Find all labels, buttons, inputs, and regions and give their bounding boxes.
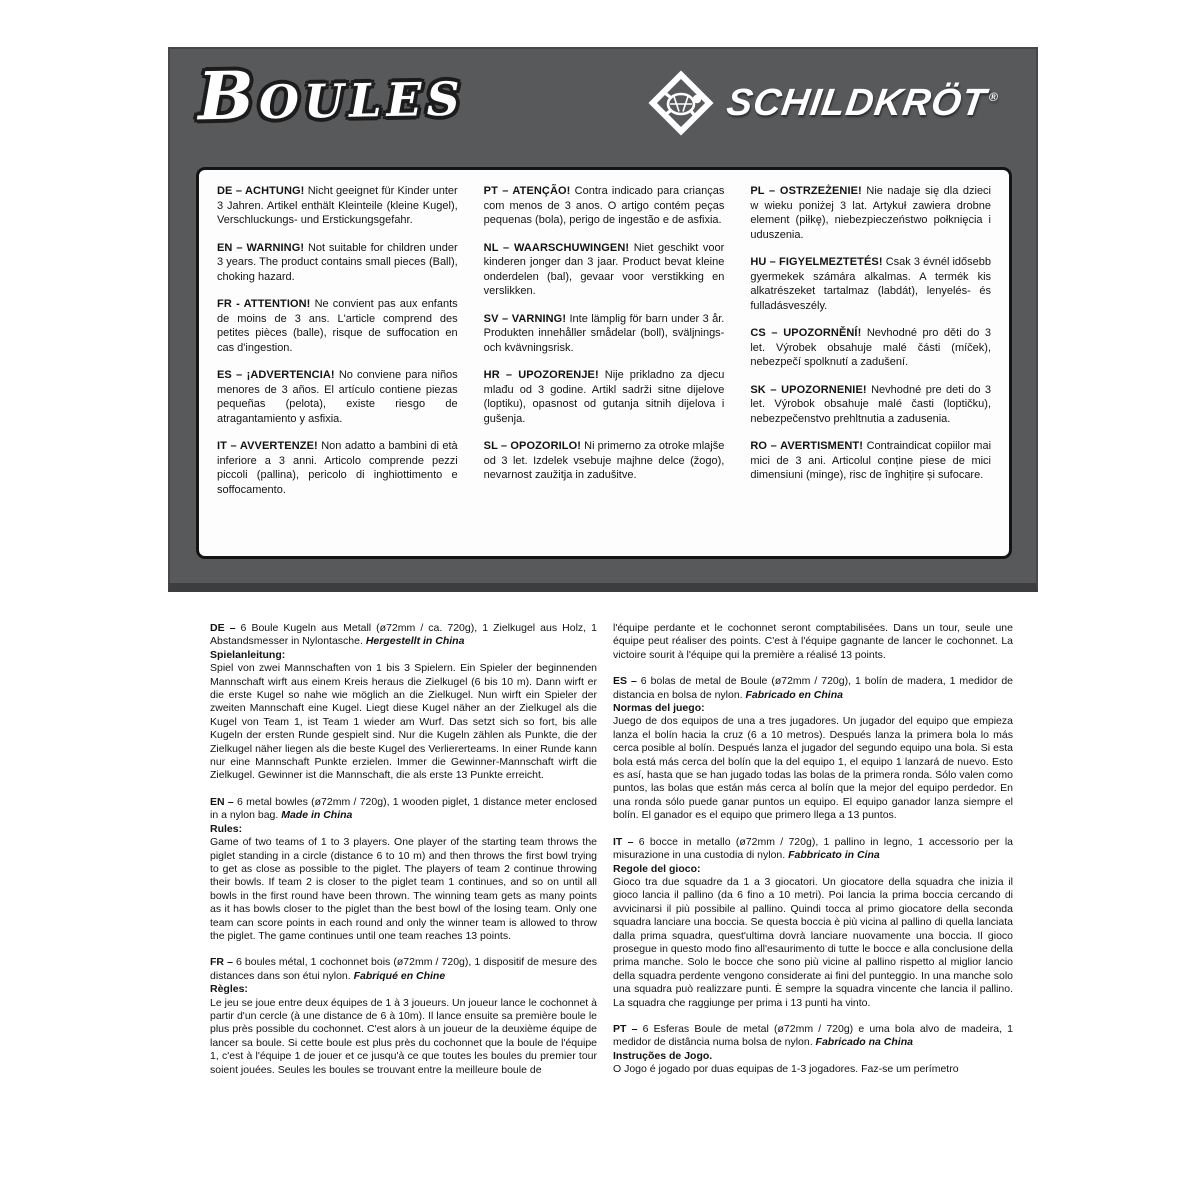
warning-item-en: EN – WARNING! Not suitable for children under 3 years. The product contains small pieces (Ball), choking hazard. — [217, 241, 458, 283]
warning-column-2 — [474, 184, 735, 542]
warning-item-sk: SK – UPOZORNENIE! Nevhodné pre deti do 3 let. Výrobok obsahuje malé časti (loptičku), nebezpečenstvo prehltnutia a zadusenia. — [750, 383, 992, 425]
turtle-diamond-icon — [643, 65, 719, 141]
instruction-block-it: IT – 6 bocce in metallo (ø72mm / 720g), 1 pallino in legno, 1 accessorio per la misurazione in una custodia di nylon. Fabbricato in Cina Regole del gioco: Gioco tra due squadre da 1 a 3 giocatori. Un giocatore della squadra che inizia il gioco lancia il pallino (da 6 fino a 10 metri). Poi lancia la prima boccia cercando di avvicinarsi il più possibile al pallino. Quindi tocca al primo giocatore della seconda squadra lanciare una boccia. Se questa boccia è più vicina al pallino di quella lanciata dalla prima squadra, quest'ultima dovrà lanciare nuovamente una boccia. Il gioco prosegue in questo modo fino all'esaurimento di tutte le bocce e alla conclusione della prima manche. Solo le bocce che sono più vicine al pallino rispetto al miglior lancio della squadra perdente vengono considerate ai fini del punteggio. In una manche solo una squadra può realizzare punti. È sempre la squadra vincente che lancia il pallino. La squadra che raggiunge per prima i 13 punti ha vinto. — [613, 835, 1013, 1009]
instructions-right-column — [613, 622, 1013, 1200]
instruction-block-fr-continued: l'équipe perdante et le cochonnet seront comptabilisées. Dans un tour, seule une équipe peut réaliser des points. C'est à l'équipe gagnante de lancer le cochonnet. La victoire sourit à l'équipe qui la première a réalisé 13 points. — [613, 622, 1013, 661]
product-title: Boules — [197, 52, 466, 136]
warning-item-es: ES – ¡ADVERTENCIA! No conviene para niños menores de 3 años. El artículo contiene piezas pequeñas (pelota), existe riesgo de atragantamiento y asfixia. — [217, 369, 458, 425]
warning-item-hr: HR – UPOZORENJE! Nije prikladno za djecu mlađu od 3 godine. Artikl sadrži sitne dijelove (loptiku), opasnost od gutanja sitnih dijelova i gušenja. — [483, 369, 725, 425]
brand-name: SCHILDKRÖT® — [724, 81, 1000, 124]
warning-item-de: DE – ACHTUNG! Nicht geeignet für Kinder unter 3 Jahren. Artikel enthält Kleinteile (kleine Kugel), Verschluckungs- und Erstickungsgefahr. — [217, 185, 458, 227]
warning-item-cs: CS – UPOZORNĚNÍ! Nevhodné pro děti do 3 let. Výrobek obsahuje malé části (míček), nebezpečí spolknutí a zadušení. — [750, 327, 992, 369]
instruction-block-en: EN – 6 metal bowles (ø72mm / 720g), 1 wooden piglet, 1 distance meter enclosed in a nylon bag. Made in China Rules: Game of two teams of 1 to 3 players. One player of the starting team throws the piglet standing in a circle (distance 6 to 10 m) and then throws the first bowl trying to get as close as possible to the piglet. The players of team 2 continue throwing their bowls. If team 2 is closer to the piglet team 1 continues, and so on until all bowls in the first round have been thrown. The winning team gets as many points as it has bowls closer to the piglet than the best bowl of the losing team. Only one team can score points in each round and only the winner team is allowed to throw the piglet. The game continues until one team reaches 13 points. — [210, 795, 598, 942]
warning-item-sl: SL – OPOZORILO! Ni primerno za otroke mlajše od 3 let. Izdelek vsebuje majhne delce (žogo), nevarnost zaužitja in zadušitve. — [483, 440, 725, 482]
warning-item-ro: RO – AVERTISMENT! Contraindicat copiilor mai mici de 3 ani. Articolul conține piese de mici dimensiuni (minge), risc de înghițire și sufocare. — [750, 440, 992, 482]
instructions-left-column — [210, 622, 597, 1200]
warning-box — [196, 167, 1012, 559]
instructions-section — [210, 622, 1013, 1200]
warning-column-1 — [207, 184, 468, 542]
instruction-block-pt: PT – 6 Esferas Boule de metal (ø72mm / 720g) e uma bola alvo de madeira, 1 medidor de distância numa bolsa de nylon. Fabricado na China Instruções de Jogo. O Jogo é jogado por duas equipas de 1-3 jogadores. Faz-se um perímetro — [613, 1022, 1013, 1076]
registered-mark: ® — [988, 89, 1000, 104]
warning-item-fr: FR - ATTENTION! Ne convient pas aux enfants de moins de 3 ans. L'article comprend des petites pièces (balle), risque de suffocation en cas d'ingestion. — [217, 298, 458, 354]
instruction-block-es: ES – 6 bolas de metal de Boule (ø72mm / 720g), 1 bolín de madera, 1 medidor de distancia en bolsa de nylon. Fabricado en China Normas del juego: Juego de dos equipos de una a tres jugadores. Un jugador del equipo que empieza lanza el bolín hacia la cruz (6 a 10 metros). Después lanza la primera bola lo más cerca posible al bolín. Después lanza el jugador del segundo equipo una bola. Si esta bola está más cerca del bolín que la del equipo 1, el equipo 1 lanzará de nuevo. Esto es así, hasta que se han jugado todas las bolas de la primera ronda. Sólo valen como puntos, las bolas que están más cerca al bolín que la mejor del equipo perdedor. En una ronda sólo puede ganar puntos un equipo. El equipo ganador lanza siempre el bolín. El ganador es el equipo que primero llega a 13 puntos. — [613, 675, 1013, 822]
warning-column-3 — [740, 184, 1001, 542]
warning-item-nl: NL – WAARSCHUWINGEN! Niet geschikt voor kinderen jonger dan 3 jaar. Product bevat kleine onderdelen (bal), gevaar voor verstikking en verslikken. — [483, 241, 725, 298]
warning-item-sv: SV – VARNING! Inte lämplig för barn under 3 år. Produkten innehåller smådelar (boll), sväljnings- och kvävningsrisk. — [483, 312, 725, 354]
instruction-block-de: DE – 6 Boule Kugeln aus Metall (ø72mm / ca. 720g), 1 Zielkugel aus Holz, 1 Abstandsmesser in Nylontasche. Hergestellt in China Spielanleitung: Spiel von zwei Mannschaften von 1 bis 3 Spielern. Ein Spieler der beginnenden Mannschaft wirft aus einem Kreis heraus die Zielkugel (6 bis 10 m). Dann wirft er die erste Kugel so nahe wie möglich an die Zielkugel. Nun wirft ein Spieler der zweiten Mannschaft eine Kugel. Liegt diese Kugel näher an der Zielkugel als die Kugel von Team 1, ist Team 1 wieder am Wurf. Das setzt sich so fort, bis alle Kugeln der ersten Runde gespielt sind. Nur die Kugeln zählen als Punkte, die der Zielkugel näher liegen als die beste Kugel des Verliererteams. In einer Runde kann nur eine Mannschaft Punkte erzielen. Immer die Gewinner-Mannschaft wirft die Zielkugel. Gewinner ist die Mannschaft, die als erste 13 Punkte erreicht. — [210, 622, 597, 782]
header-panel — [168, 47, 1038, 592]
warning-item-hu: HU – FIGYELMEZTETÉS! Csak 3 évnél idősebb gyermekek számára alkalmas. A termék kis alkatrészeket tartalmaz (labdát), lenyelés- és fulladásveszély. — [750, 256, 992, 312]
instruction-block-fr: FR – 6 boules métal, 1 cochonnet bois (ø72mm / 720g), 1 dispositif de mesure des distances dans son étui nylon. Fabriqué en Chine Règles: Le jeu se joue entre deux équipes de 1 à 3 joueurs. Un joueur lance le cochonnet à partir d'un cercle (à une distance de 6 à 10m). Il lance ensuite sa première boule le plus près possible du cochonnet. C'est alors à un joueur de la deuxième équipe de lancer sa boule. Si cette boule est plus près du cochonnet que la boule de l'équipe 1, c'est à l'équipe 1 de jouer et ce jusqu'à ce que toutes les boules du premier tour soient jouées. Seules les boules se trouvant entre la meilleure boule de — [210, 956, 597, 1076]
warning-item-pl: PL – OSTRZEŻENIE! Nie nadaje się dla dzieci w wieku poniżej 3 lat. Artykuł zawiera drobne element (piłkę), niebezpieczeństwo połknięcia i uduszenia. — [750, 185, 992, 241]
warning-item-it: IT – AVVERTENZE! Non adatto a bambini di età inferiore a 3 anni. Articolo comprende pezzi piccoli (pallina), pericolo di inghiottimento e soffocamento. — [217, 440, 458, 496]
warning-item-pt: PT – ATENÇÃO! Contra indicado para crianças com menos de 3 anos. O artigo contém peças pequenas (bola), perigo de ingestão e de asfixia. — [483, 185, 725, 227]
schildkroet-logo — [643, 65, 998, 141]
